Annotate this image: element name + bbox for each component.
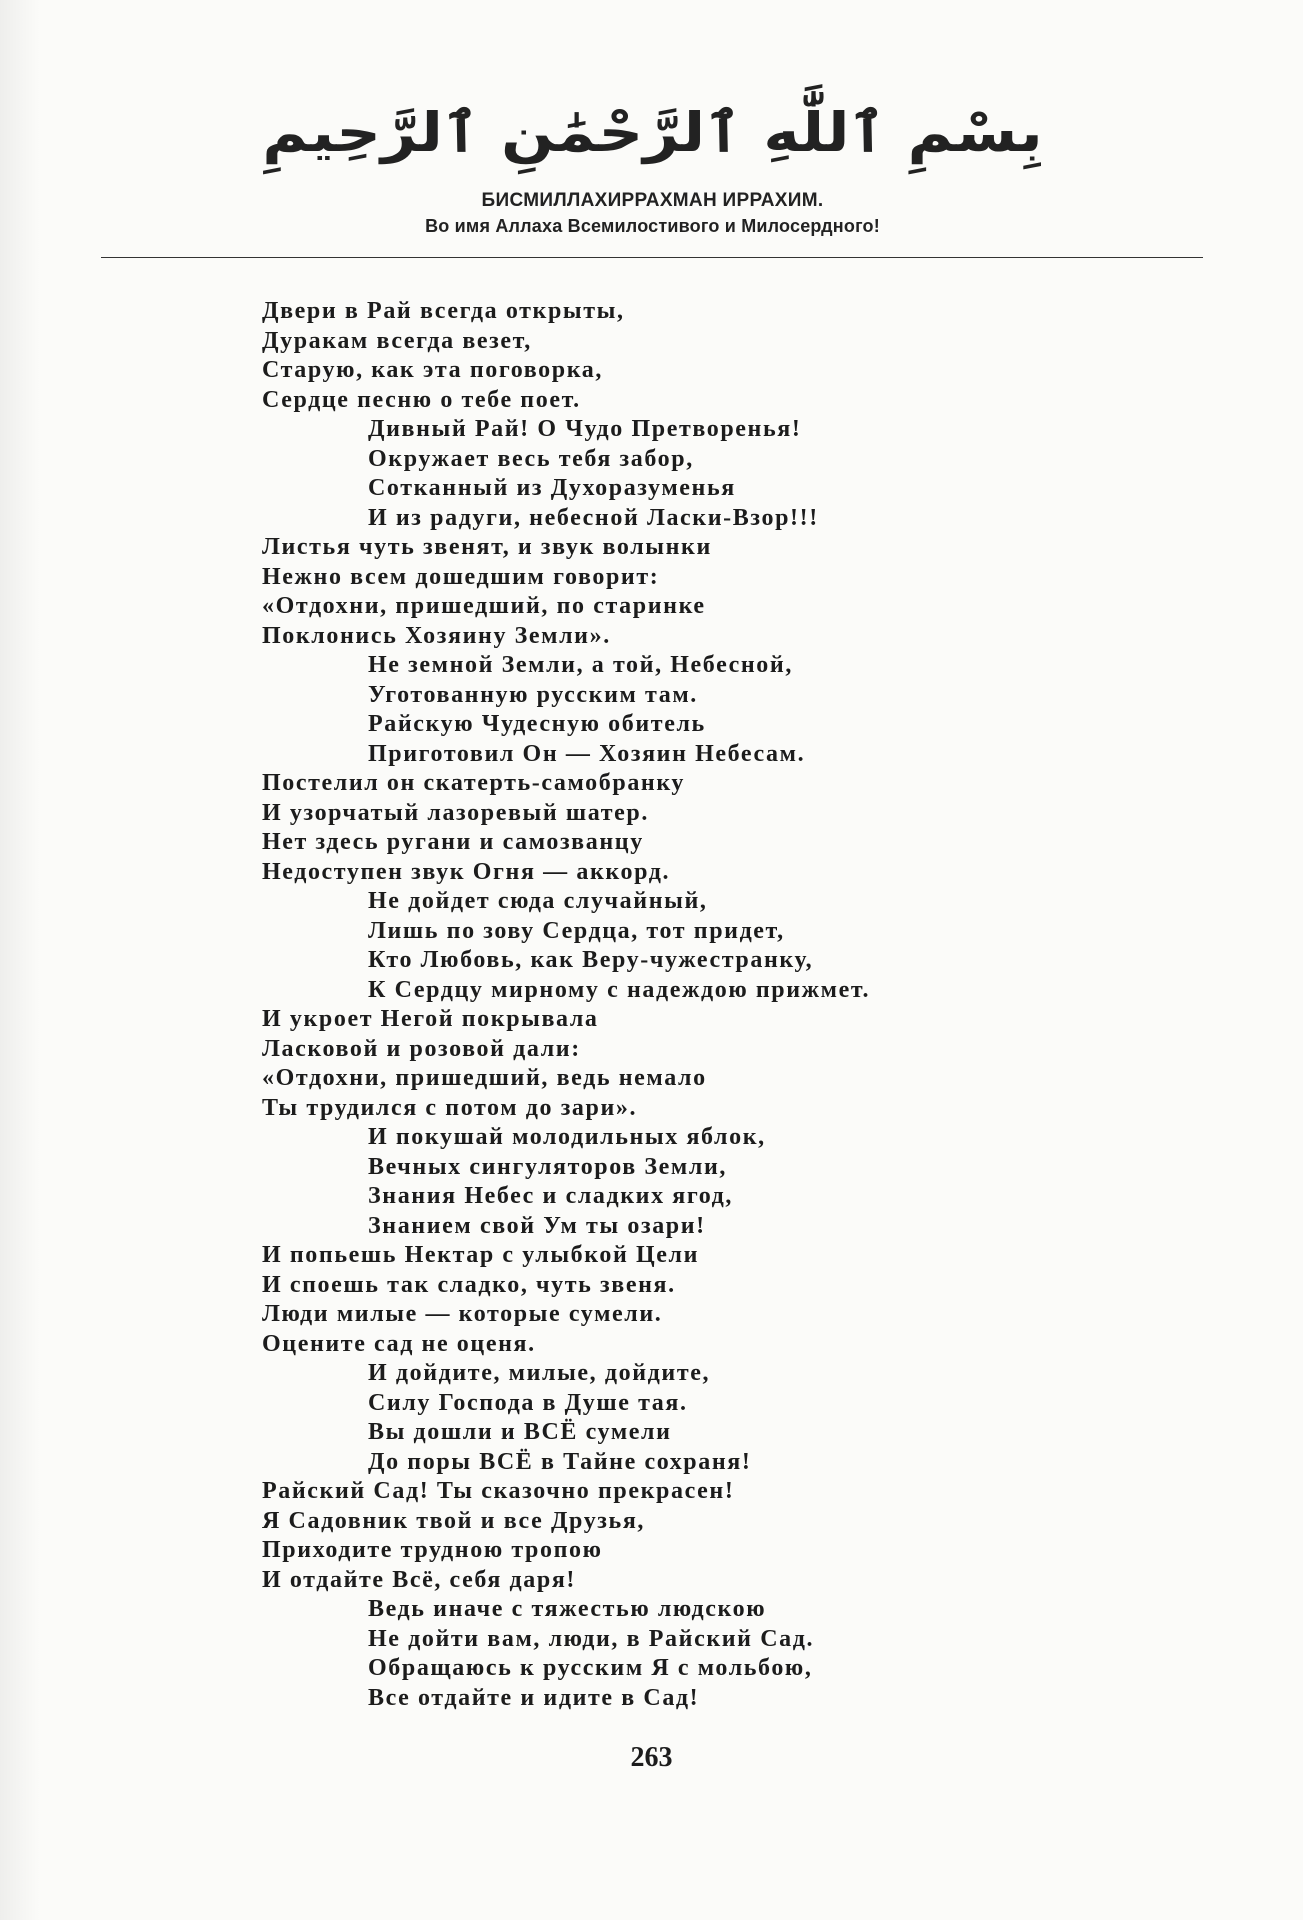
poem-line: Приходите трудною тропою (262, 1537, 603, 1563)
poem-line: И покушай молодильных яблок, (368, 1124, 766, 1150)
poem-line: К Сердцу мирному с надеждою прижмет. (368, 976, 871, 1003)
poem-line: Дуракам всегда везет, (262, 327, 532, 354)
poem-line: И отдайте Всё, себя даря! (262, 1566, 576, 1593)
poem-line: Райский Сад! Ты сказочно прекрасен! (262, 1478, 735, 1504)
header-title: БИСМИЛЛАХИРРАХМАН ИРРАХИМ. (481, 190, 824, 211)
poem-line: И споешь так сладко, чуть звеня. (262, 1271, 676, 1298)
poem-line: И попьешь Нектар с улыбкой Цели (262, 1242, 700, 1268)
header-divider (101, 257, 1203, 258)
page-number: 263 (630, 1742, 673, 1773)
poem-line: Не дойдет сюда случайный, (368, 888, 708, 914)
poem-line: Недоступен звук Огня — аккорд. (262, 858, 671, 885)
poem-line: Вечных сингуляторов Земли, (368, 1153, 727, 1180)
poem-line: Не дойти вам, люди, в Райский Сад. (368, 1625, 815, 1652)
page-header (100, 0, 1205, 270)
poem-line: До поры ВСЁ в Тайне сохраня! (368, 1448, 752, 1475)
poem-line: Не земной Земли, а той, Небесной, (368, 652, 793, 678)
poem-line: Двери в Рай всегда открыты, (262, 298, 625, 324)
poem-line: Оцените сад не оценя. (262, 1330, 536, 1357)
poem-line: Лишь по зову Сердца, тот придет, (368, 917, 785, 944)
poem-line: Ты трудился с потом до зари». (262, 1094, 638, 1121)
poem-line: Сотканный из Духоразуменья (368, 475, 736, 501)
poem-line: Люди милые — которые сумели. (262, 1301, 663, 1327)
poem-line: Нет здесь ругани и самозванцу (262, 829, 644, 855)
poem-line: И из радуги, небесной Ласки-Взор!!! (368, 504, 819, 531)
poem-body (262, 297, 1162, 1713)
poem-line: Ласковой и розовой дали: (262, 1035, 581, 1062)
poem-line: Нежно всем дошедшим говорит: (262, 563, 660, 590)
poem-line: «Отдохни, пришедший, ведь немало (262, 1065, 707, 1091)
poem-line: Ведь иначе с тяжестью людскою (368, 1596, 767, 1622)
poem-line: Силу Господа в Душе тая. (368, 1389, 688, 1416)
poem-line: Кто Любовь, как Веру-чужестранку, (368, 947, 814, 973)
poem-line: Листья чуть звенят, и звук волынки (262, 534, 712, 560)
poem-line: Все отдайте и идите в Сад! (368, 1684, 700, 1711)
poem-line: Уготованную русским там. (368, 681, 698, 708)
page-edge-shadow (0, 0, 40, 1920)
poem-line: Райскую Чудесную обитель (368, 711, 706, 737)
poem-line: И узорчатый лазоревый шатер. (262, 799, 649, 826)
poem-line: Знанием свой Ум ты озари! (368, 1212, 706, 1239)
poem-line: Окружает весь тебя забор, (368, 445, 694, 472)
poem-line: «Отдохни, пришедший, по старинке (262, 593, 706, 619)
poem-line: И укроет Негой покрывала (262, 1006, 599, 1032)
poem-line: Я Садовник твой и все Друзья, (262, 1507, 646, 1534)
poem-line: Обращаюсь к русским Я с мольбою, (368, 1655, 813, 1681)
poem-line: Поклонись Хозяину Земли». (262, 622, 611, 649)
header-subtitle: Во имя Аллаха Всемилостивого и Милосердного! (425, 216, 880, 236)
poem-line: И дойдите, милые, дойдите, (368, 1360, 711, 1386)
poem-line: Знания Небес и сладких ягод, (368, 1183, 734, 1209)
basmala-calligraphy: بِسْمِ ٱللَّٰهِ ٱلرَّحْمَٰنِ ٱلرَّحِيمِ (262, 101, 1043, 164)
poem-line: Дивный Рай! О Чудо Претворенья! (368, 416, 802, 442)
poem-line: Приготовил Он — Хозяин Небесам. (368, 740, 806, 767)
poem-line: Сердце песню о тебе поет. (262, 386, 581, 413)
poem-line: Постелил он скатерть-самобранку (262, 770, 686, 796)
poem-line: Вы дошли и ВСЁ сумели (368, 1419, 672, 1445)
poem-line: Старую, как эта поговорка, (262, 357, 603, 383)
